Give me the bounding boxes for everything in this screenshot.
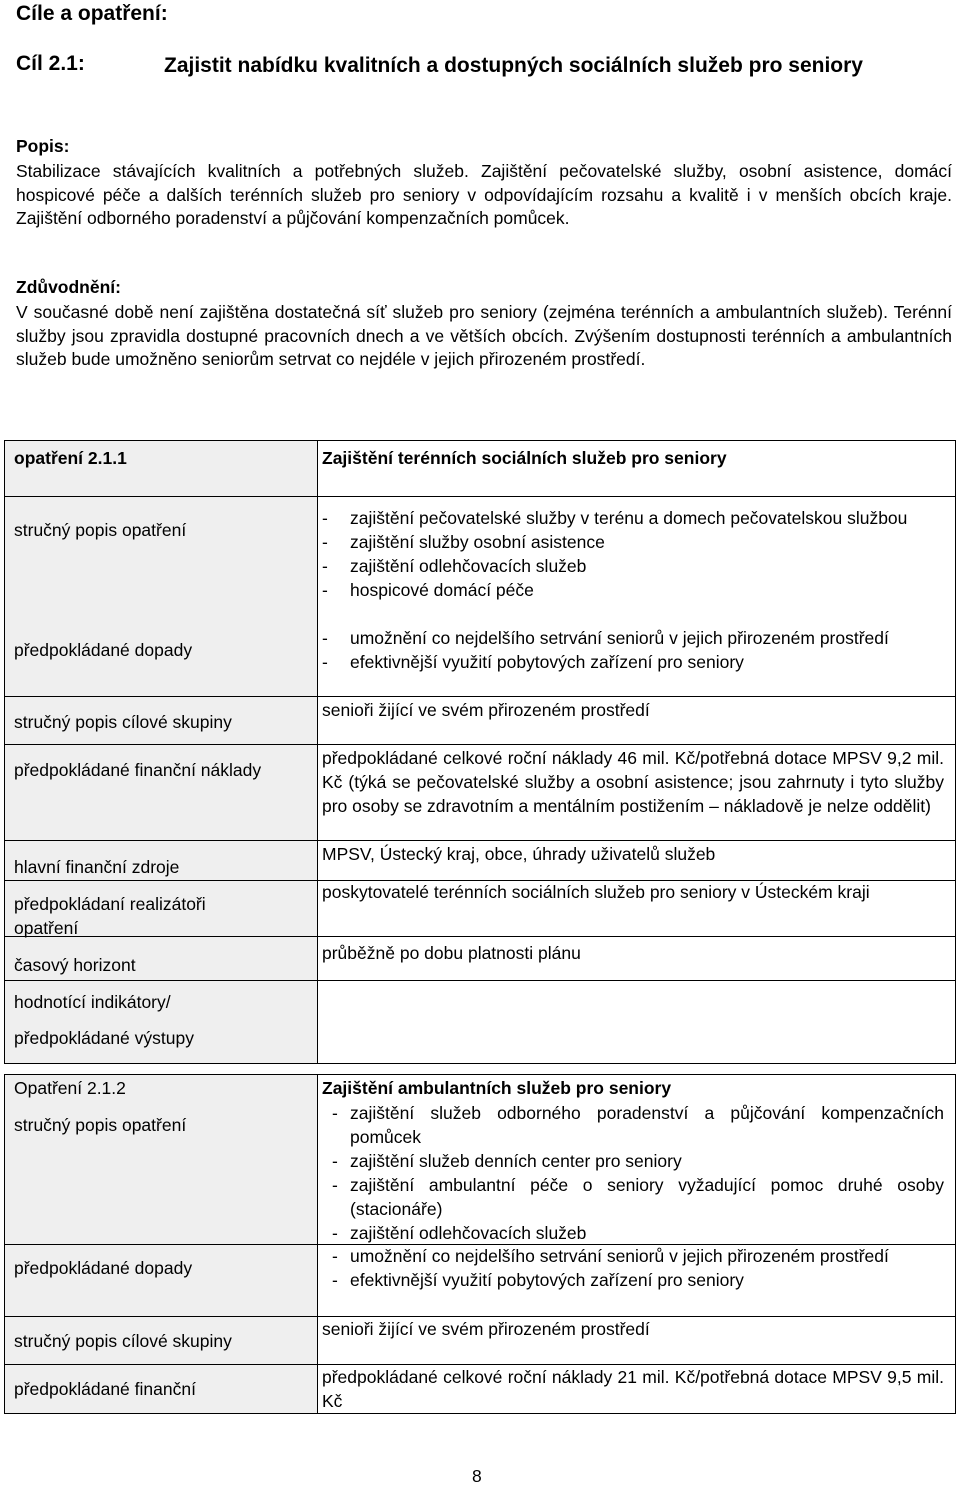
list-item: - zajištění služeb denních center pro seniory bbox=[332, 1149, 944, 1173]
measure1-horizon-label: časový horizont bbox=[14, 955, 136, 975]
list-item: - zajištění pečovatelské služby v terénu a domech pečovatelskou službou bbox=[322, 506, 944, 530]
measure1-indicators-label: hodnotící indikátory/ bbox=[14, 992, 171, 1012]
measure1-target-value: senioři žijící ve svém přirozeném prostředí bbox=[322, 700, 650, 720]
list-item: - umožnění co nejdelšího setrvání seniorů v jejich přirozeném prostředí bbox=[322, 626, 944, 650]
measure1-costs-value: předpokládané celkové roční náklady 46 mil. Kč/potřebná dotace MPSV 9,2 mil. Kč (týká se pečovatelské služby a osobní asistence; jsou zahrnuty i tyto služby pro osoby se zdravotním a mentálním postižením – nákladově je nelze oddělit) bbox=[322, 748, 944, 816]
measure1-id: opatření 2.1.1 bbox=[14, 448, 127, 468]
measure1-outputs-label: předpokládané výstupy bbox=[14, 1028, 194, 1048]
measure1-target-label: stručný popis cílové skupiny bbox=[14, 712, 232, 732]
measure2-costs-label: předpokládané finanční bbox=[14, 1379, 196, 1399]
goal-text: Zajistit nabídku kvalitních a dostupných sociálních služeb pro seniory bbox=[164, 54, 863, 77]
goal-label: Cíl 2.1: bbox=[16, 52, 85, 75]
measure2-brief-label: stručný popis opatření bbox=[14, 1115, 187, 1135]
description-label: Popis: bbox=[16, 136, 70, 156]
description-text: Stabilizace stávajících kvalitních a potřebných služeb. Zajištění pečovatelské služby, osobní asistence, domácí hospicové péče a dalších terénních služeb pro seniory v odpovídajícím rozsahu a kvalitě i v menších obcích kraje. Zajištění odborného poradenství a půjčování kompenzačních pomůcek. bbox=[16, 161, 952, 228]
list-item: - efektivnější využití pobytových zařízení pro seniory bbox=[332, 1268, 944, 1292]
list-item: - zajištění odlehčovacích služeb bbox=[322, 554, 944, 578]
measure1-sources-label: hlavní finanční zdroje bbox=[14, 857, 180, 877]
justification-label: Zdůvodnění: bbox=[16, 277, 121, 297]
measure2-target-label: stručný popis cílové skupiny bbox=[14, 1331, 232, 1351]
section-heading: Cíle a opatření: bbox=[16, 2, 168, 25]
measure1-sources-value: MPSV, Ústecký kraj, obce, úhrady uživatelů služeb bbox=[322, 844, 716, 864]
page-number: 8 bbox=[472, 1466, 482, 1486]
measure1-implementers-label: předpokládaní realizátoři opatření bbox=[14, 894, 206, 938]
list-item: - hospicové domácí péče bbox=[322, 578, 944, 602]
justification-text: V současné době není zajištěna dostatečná síť služeb pro seniory (zejména terénních a ambulantních služeb). Terénní služby jsou zpravidla dostupné pracovních dnech a ve větších obcích. Zvýšením dostupnosti terénních a ambulantních služeb bude umožněno seniorům setrvat co nejdéle v jejich přirozeném prostředí. bbox=[16, 302, 952, 369]
measure1-title: Zajištění terénních sociálních služeb pro seniory bbox=[322, 448, 727, 468]
list-item: - zajištění ambulantní péče o seniory vyžadující pomoc druhé osoby (stacionáře) bbox=[332, 1173, 944, 1221]
measure1-horizon-value: průběžně po dobu platnosti plánu bbox=[322, 943, 581, 963]
measure1-brief-list bbox=[322, 506, 944, 602]
list-item: - zajištění služeb odborného poradenství a půjčování kompenzačních pomůcek bbox=[332, 1101, 944, 1149]
measure2-impacts-label: předpokládané dopady bbox=[14, 1258, 193, 1278]
list-item: - umožnění co nejdelšího setrvání seniorů v jejich přirozeném prostředí bbox=[332, 1244, 944, 1268]
measure2-target-value: senioři žijící ve svém přirozeném prostředí bbox=[322, 1319, 650, 1339]
measure2-title: Zajištění ambulantních služeb pro seniory bbox=[322, 1078, 672, 1098]
measure2-impacts-list bbox=[332, 1244, 944, 1292]
list-item: - zajištění služby osobní asistence bbox=[322, 530, 944, 554]
list-item: - efektivnější využití pobytových zařízení pro seniory bbox=[322, 650, 944, 674]
measure2-id: Opatření 2.1.2 bbox=[14, 1078, 126, 1098]
measure1-impacts-list bbox=[322, 626, 944, 674]
measure1-brief-label: stručný popis opatření bbox=[14, 520, 187, 540]
list-item: - zajištění odlehčovacích služeb bbox=[332, 1221, 944, 1245]
measure2-brief-list bbox=[332, 1101, 944, 1245]
measure2-costs-value: předpokládané celkové roční náklady 21 mil. Kč/potřebná dotace MPSV 9,5 mil. Kč bbox=[322, 1367, 944, 1411]
measure1-impacts-label: předpokládané dopady bbox=[14, 640, 193, 660]
measure1-costs-label: předpokládané finanční náklady bbox=[14, 760, 262, 780]
measure1-implementers-value: poskytovatelé terénních sociálních služeb pro seniory v Ústeckém kraji bbox=[322, 882, 870, 902]
